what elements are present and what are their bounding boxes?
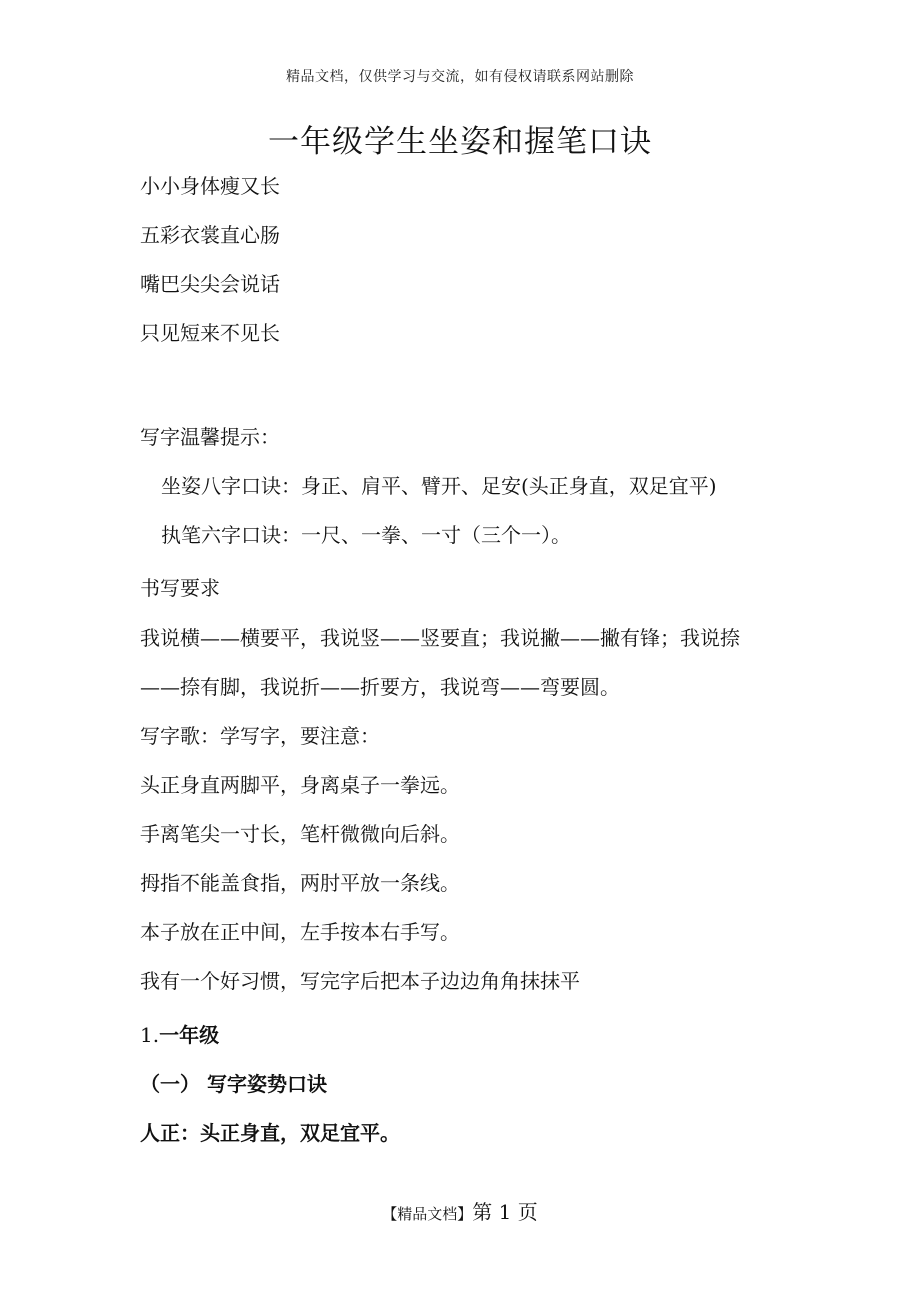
song-line-2: 手离笔尖一寸长，笔杆微微向后斜。 [140,822,460,846]
page-footer [0,1196,920,1225]
footer-label: 【精品文档】 [382,1205,473,1223]
page-number: 第 1 页 [472,1200,538,1224]
requirements-heading: 书写要求 [140,576,220,600]
requirements-line-1: 我说横——横要平，我说竖——竖要直；我说撇——撇有锋；我说捺 [140,626,740,650]
section-number: 1. [140,1023,160,1047]
song-line-4: 本子放在正中间，左手按本右手写。 [140,920,460,944]
section-heading [140,1022,219,1048]
pen-holding-tip: 执笔六字口诀：一尺、一拳、一寸（三个一）。 [161,523,571,547]
header-note: 精品文档，仅供学习与交流，如有侵权请联系网站删除 [286,69,634,85]
requirements-line-2: ——捺有脚，我说折——折要方，我说弯——弯要圆。 [140,675,620,699]
riddle-line-3: 嘴巴尖尖会说话 [140,272,280,296]
song-heading: 写字歌：学写字，要注意： [140,724,380,748]
section-grade: 一年级 [159,1023,220,1047]
song-line-3: 拇指不能盖食指，两肘平放一条线。 [140,871,460,895]
sitting-posture-tip: 坐姿八字口诀：身正、肩平、臂开、足安(头正身直，双足宜平) [161,474,717,498]
posture-rule: 人正：头正身直，双足宜平。 [140,1121,400,1145]
song-line-5: 我有一个好习惯，写完字后把本子边边角角抹抹平 [140,969,580,993]
riddle-line-4: 只见短来不见长 [140,321,280,345]
song-line-1: 头正身直两脚平，身离桌子一拳远。 [140,773,460,797]
subsection-heading: （一） 写字姿势口诀 [140,1072,327,1096]
tips-heading: 写字温馨提示： [140,425,280,449]
riddle-line-1: 小小身体瘦又长 [140,174,280,198]
riddle-line-2: 五彩衣裳直心肠 [140,223,280,247]
page-title: 一年级学生坐姿和握笔口诀 [268,124,652,160]
